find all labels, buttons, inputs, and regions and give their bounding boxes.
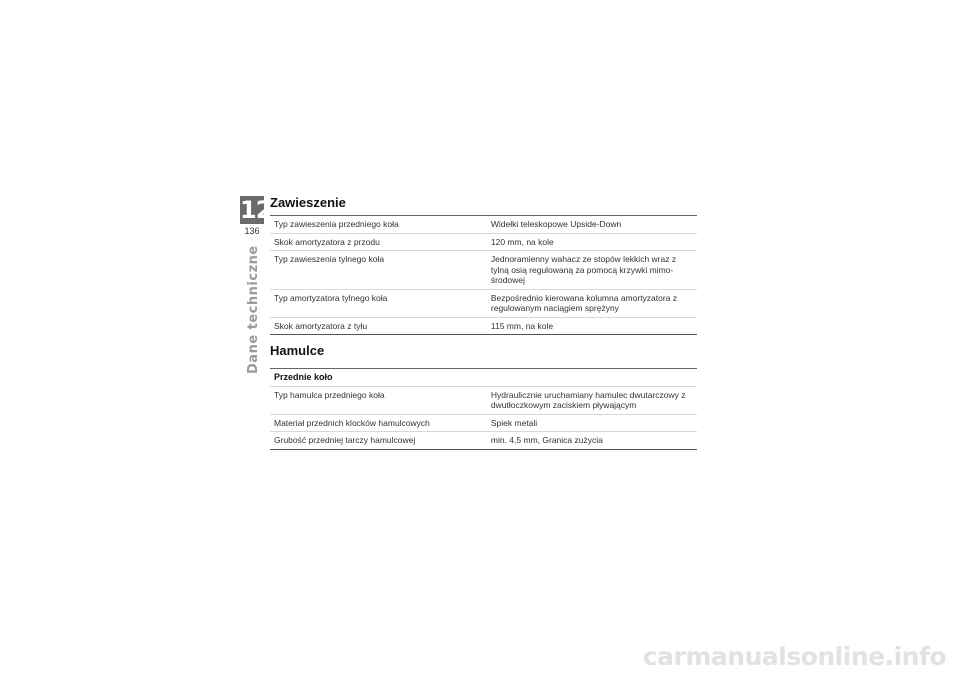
row-label: Typ hamulca przedniego koła [270, 386, 487, 414]
row-value: 120 mm, na kole [487, 233, 697, 251]
suspension-table [270, 215, 697, 335]
table-row [270, 216, 697, 234]
brakes-subheading: Przednie koło [270, 369, 697, 387]
suspension-heading: Zawieszenie [270, 195, 346, 210]
table-row [270, 414, 697, 432]
row-label: Grubość przedniej tarczy hamulcowej [274, 435, 416, 445]
row-value: 115 mm, na kole [490, 320, 554, 331]
brakes-table [270, 368, 697, 450]
section-label: Dane techniczne [246, 245, 261, 374]
row-label: Skok amortyzatora z przodu [270, 233, 487, 251]
site-watermark: carmanualsonline.info [642, 642, 946, 671]
row-value: Bezpośrednio kierowana kolumna amortyzatora z regulowanym naciągiem sprężyny [487, 289, 697, 317]
row-label: Materiał przednich klocków hamulcowych [270, 414, 487, 432]
table-row [270, 251, 697, 290]
page-number: 136 [244, 226, 260, 236]
table-row [270, 386, 697, 414]
row-value: Spiek metali [487, 414, 697, 432]
row-label: Skok amortyzatora z tyłu [274, 320, 368, 331]
table-row [270, 289, 697, 317]
row-label: Typ zawieszenia przedniego koła [270, 216, 487, 234]
row-value: Widełki teleskopowe Upside-Down [487, 216, 697, 234]
page-content [270, 195, 697, 450]
chapter-number: 12 [240, 196, 272, 224]
row-label: Typ amortyzatora tylnego koła [270, 289, 487, 317]
row-value: min. 4,5 mm, Granica zużycia [490, 435, 603, 445]
table-row [270, 432, 697, 450]
table-row [270, 317, 697, 335]
row-value: Jednoramienny wahacz ze stopów lekkich wraz z tylną osią regulowaną za pomocą krzywki mimośrodowej [487, 251, 697, 290]
table-row [270, 233, 697, 251]
row-value: Hydraulicznie uruchamiany hamulec dwutarczowy z dwutłoczkowym zaciskiem pływającym [487, 386, 697, 414]
table-subheading-row [270, 369, 697, 387]
row-label: Typ zawieszenia tylnego koła [270, 251, 487, 290]
brakes-heading: Hamulce [270, 343, 325, 358]
